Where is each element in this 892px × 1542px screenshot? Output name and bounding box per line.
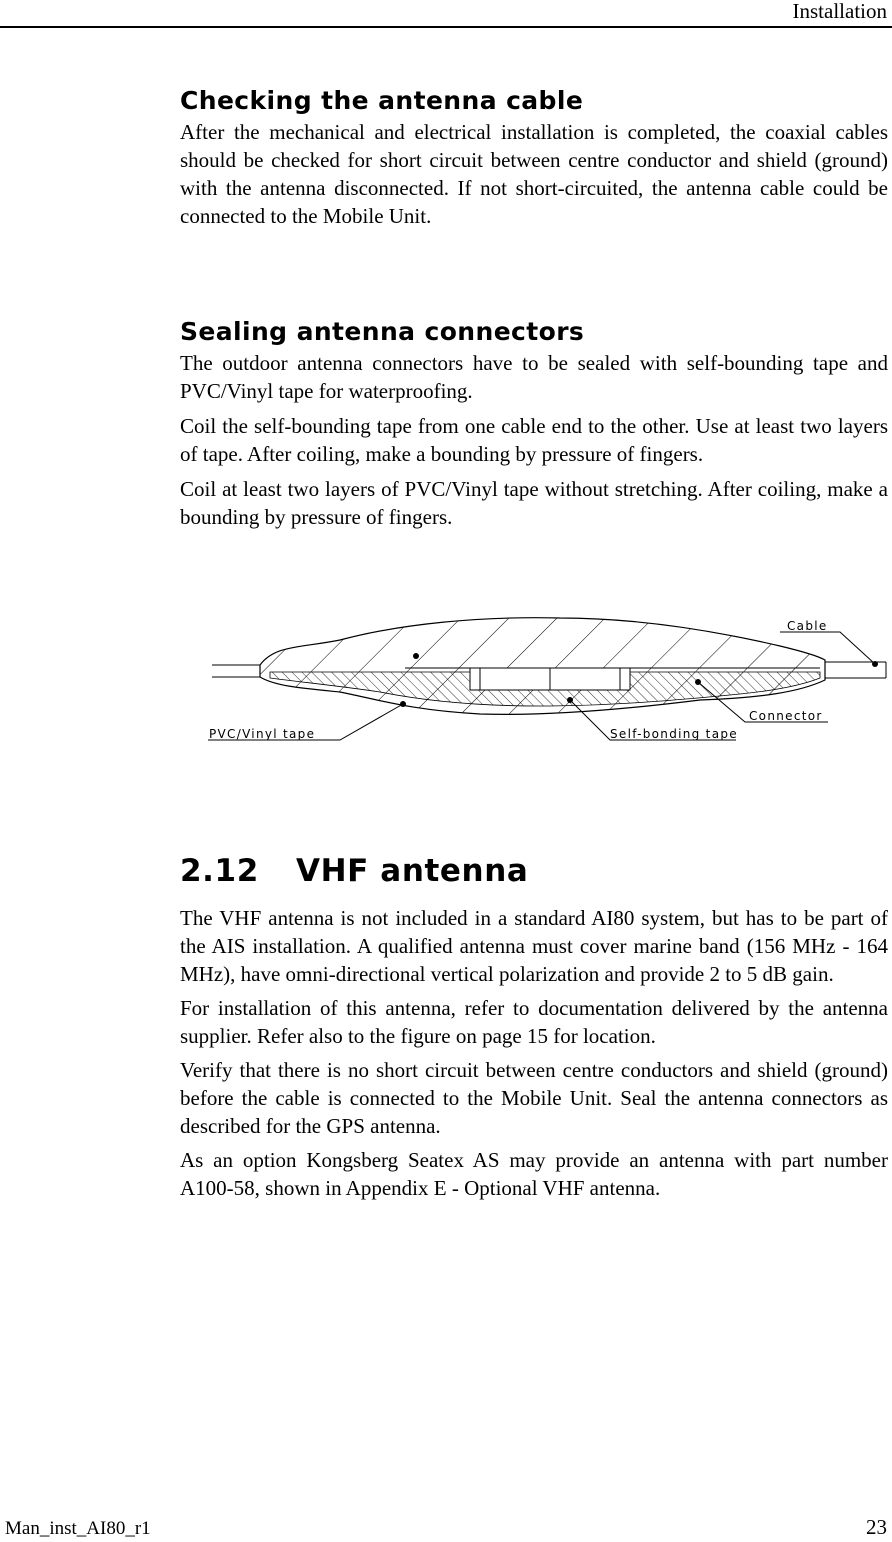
heading-sealing-connectors: Sealing antenna connectors (180, 317, 585, 346)
label-pvc-vinyl-tape: PVC/Vinyl tape (209, 727, 316, 741)
sealing-diagram (180, 610, 890, 750)
section-sealing-connectors (180, 317, 888, 531)
paragraph-vhf-2: For installation of this antenna, refer to documentation delivered by the antenna supplier. Refer also to the figure on page 15 for location. (180, 996, 888, 1048)
heading-vhf-antenna (180, 851, 528, 891)
header-rule (0, 26, 892, 28)
paragraph-sealing-2: Coil the self-bounding tape from one cable end to the other. Use at least two layers of tape. After coiling, make a bounding by pressure of fingers. (180, 414, 888, 466)
footer-doc-id: Man_inst_AI80_r1 (5, 1518, 151, 1539)
footer-page-number: 23 (866, 1515, 887, 1539)
running-header: Installation (792, 0, 887, 23)
heading-checking-antenna-cable: Checking the antenna cable (180, 86, 584, 115)
section-checking-antenna-cable (180, 86, 888, 230)
paragraph-sealing-3: Coil at least two layers of PVC/Vinyl tape without stretching. After coiling, make a bounding by pressure of fingers. (180, 477, 888, 529)
pvc-dot-upper (413, 653, 419, 659)
paragraph-checking: After the mechanical and electrical installation is completed, the coaxial cables should be checked for short circuit between centre conductor and shield (ground) with the antenna disconnected. If not short-circuited, the antenna cable could be connected to the Mobile Unit. (180, 120, 888, 228)
label-cable: Cable (787, 619, 828, 633)
section-vhf-antenna (180, 904, 888, 1202)
paragraph-vhf-4: As an option Kongsberg Seatex AS may provide an antenna with part number A100-58, shown in Appendix E - Optional VHF antenna. (180, 1148, 888, 1200)
paragraph-vhf-3: Verify that there is no short circuit between centre conductors and shield (ground) before the cable is connected to the Mobile Unit. Seal the antenna connectors as described for the GPS antenna. (180, 1058, 888, 1138)
label-connector: Connector (749, 709, 823, 723)
label-self-bonding-tape: Self-bonding tape (610, 727, 738, 741)
paragraph-sealing-1: The outdoor antenna connectors have to be sealed with self-bounding tape and PVC/Vinyl tape for waterproofing. (180, 351, 888, 403)
section-number: 2.12 (180, 853, 259, 889)
section-title: VHF antenna (296, 853, 529, 889)
paragraph-vhf-1: The VHF antenna is not included in a standard AI80 system, but has to be part of the AIS installation. A qualified antenna must cover marine band (156 MHz - 164 MHz), have omni-directional vertical polarization and provide 2 to 5 dB gain. (180, 906, 888, 986)
